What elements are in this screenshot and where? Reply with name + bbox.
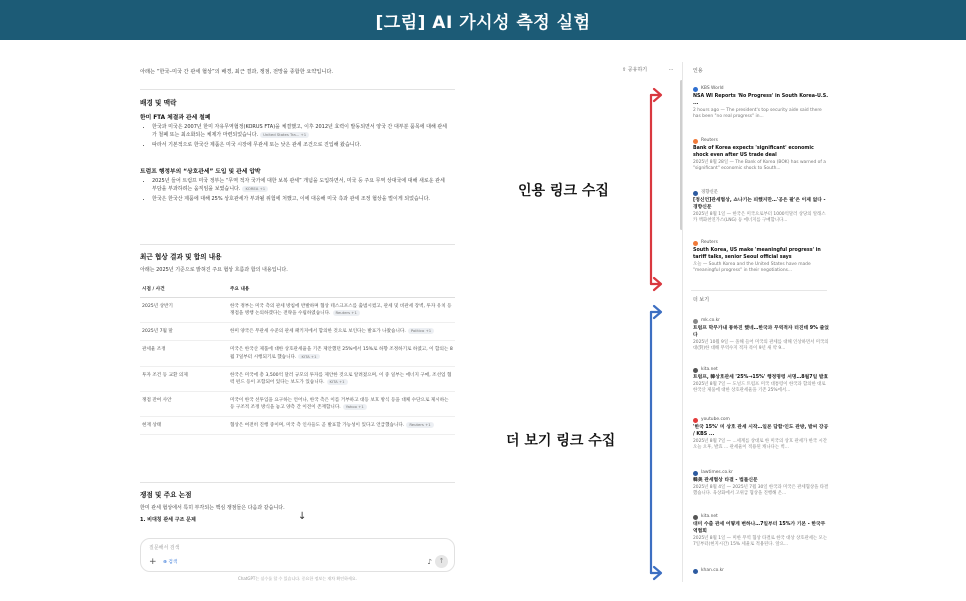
more-link-card[interactable]: lawtimes.co.kr 韓美 관세협상 타결 - 법률신문 2025년 8월 4일 — 2025년 7월 30일 한국과 미국은 관세협상을 타결했습니다. 육상화에서 고위급 협상을 진행해 온...: [693, 470, 829, 497]
subheading-tariff-pressure: 트럼프 행정부의 “상호관세” 도입 및 관세 압박: [140, 169, 261, 175]
divider: [140, 89, 455, 90]
arrow-right-icon: [651, 567, 661, 579]
table-cell: 미국은 한국산 제품에 대한 상호관세율을 기존 제안했던 25%에서 15%로 하향 조정하기로 하였고, 이 합의는 8월 7일부터 시행되기로 했습니다. KITA +1: [228, 341, 455, 366]
source-favicon-icon: [693, 191, 698, 196]
table-cell: 미국이 한국 선투입을 요구하는 언어나, 한국 측은 이를 거부하고 대등 보호 방식 등을 대체 수단으로 제시하는 등 구조적 조정 방식을 놓고 양측 간 이견이 존재합니다. Yahoo +1: [228, 391, 455, 416]
divider: [691, 290, 827, 291]
source-favicon-icon: [693, 319, 698, 324]
source-pill[interactable]: Politico +1: [408, 328, 434, 334]
table-header-row: [140, 284, 455, 298]
share-button[interactable]: ⇪ 공유하기: [622, 67, 648, 73]
table-cell: 한국은 미국에 총 3,500억 달러 규모의 투자를 제안한 것으로 알려졌으며, 이 중 일부는 에너지 구매, 조선업 협력 펀드 등이 포함되어 있다는 보도가 있습니다. KITA +1: [228, 366, 455, 391]
conversation-toolbar: [622, 66, 683, 73]
negotiation-table: [140, 284, 455, 435]
search-toggle[interactable]: ⊕ 검색: [163, 560, 178, 565]
figure-title-banner: [0, 0, 966, 40]
table-cell: 현재 상태: [140, 417, 228, 435]
subheading-fta: 한미 FTA 체결과 관세 철폐: [140, 115, 211, 121]
more-links-bracket: [651, 306, 661, 579]
table-row: [140, 341, 455, 366]
scroll-down-icon[interactable]: ↓: [298, 511, 307, 522]
arrow-right-icon: [651, 89, 661, 101]
citation-bracket: [651, 89, 661, 290]
more-link-card[interactable]: kita.net 트럼프, 韓상호관세 '25%→15%' 행정명령 서명…8월7일 발효 2025년 8월 7일 — 도널드 트럼프 미국 대통령이 한국과 합의한 대로 한국산 제품에 대한 상호관세율을 기존 25%에서...: [693, 367, 829, 394]
table-row: [140, 417, 455, 435]
add-icon[interactable]: +: [149, 557, 157, 567]
more-links-label: 더 보기 링크 수집: [506, 433, 616, 449]
list-item: • 2025년 들어 트럼프 미국 정부는 “무역 적자 국가에 대한 보복 관세” 개념을 도입하면서, 미국 등 주요 무역 상대국에 대해 새로운 관세 부담을 부과하려는 움직임을 보였습니다. KOREA +1: [152, 178, 451, 194]
source-favicon-icon: [693, 368, 698, 373]
figure-title: [그림] AI 가시성 측정 실험: [375, 12, 591, 33]
citation-card[interactable]: Reuters Bank of Korea expects 'significant' economic shock even after US trade deal 2025년 8월 28일 — The Bank of Korea (BOK) has warned of a "significant" economic shock to South...: [693, 138, 826, 172]
divider: [140, 244, 455, 245]
source-favicon-icon: [693, 87, 698, 92]
arrow-right-icon: [651, 306, 661, 318]
source-favicon-icon: [693, 241, 698, 246]
list-item: • 한국은 한국산 제품에 대해 25% 상호관세가 부과될 위험에 처했고, 이에 대응해 미국 측과 관세 조정 협상을 벌이게 되었습니다.: [152, 196, 451, 204]
chat-response-panel: [140, 62, 455, 582]
source-pill[interactable]: KITA +1: [298, 354, 319, 360]
table-cell: 협상은 여전히 진행 중이며, 미국 측 인사들도 곧 발표할 가능성이 있다고 언급했습니다. Reuters +1: [228, 417, 455, 435]
citation-links-label: 인용 링크 수집: [518, 183, 609, 199]
response-intro: 아래는 “한국–미국 간 관세 협상”의 배경, 최근 결과, 쟁점, 전망을 종합한 요약입니다.: [140, 69, 334, 75]
section-heading-issues: 쟁점 및 주요 논점: [140, 491, 192, 499]
citations-sidebar: [682, 62, 832, 582]
table-cell: 쟁점 잔여 사안: [140, 391, 228, 416]
bullet-list-fta: [146, 124, 451, 151]
table-cell: 한국 정부는 미국 측의 관세 방침에 반발하며 협상 테스크포스를 출범시켰고, 관세 및 비관세 장벽, 투자 유치 등 쟁점을 병행 논의하겠다는 전략을 수립하였습니다. Reuters +1: [228, 298, 455, 323]
source-favicon-icon: [693, 471, 698, 476]
more-link-card[interactable]: kita.net 대미 수출 관세 어떻게 변하나…7일부터 15%가 기본 - 한국무역협회 2025년 8월 1일 — 미한 무역 협상 타결로 한국 대상 상호관세는 모는 7일부터(현지시간) 15% 세율로 적용된다. 앞으...: [693, 514, 828, 548]
list-item: • 따라서 기본적으로 한국산 제품은 미국 시장에 무관세 또는 낮은 관세 조건으로 진입해 왔습니다.: [152, 142, 451, 150]
more-link-card[interactable]: youtube.com '한국 15%' 미 상호 관세 시작…일본 담합·인도 관방, 발씨 강공 / KBS ... 2025년 8월 7일 — ...세계를 상대로 한 미국의 상호 관세가 한국 시간 오늘 오후, 발효 ... 관세율이 적용된 캐나다는 벽...: [693, 417, 829, 451]
disclaimer: ChatGPT는 실수를 할 수 있습니다. 중요한 정보는 재차 확인하세요.: [238, 576, 357, 581]
source-pill[interactable]: KOREA +1: [242, 186, 268, 192]
source-pill[interactable]: Reuters +1: [406, 422, 433, 428]
source-favicon-icon: [693, 139, 698, 144]
table-row: [140, 366, 455, 391]
bullet-list-tariff: [146, 178, 451, 205]
column-header: 주요 내용: [228, 284, 455, 298]
more-links-title: 더 보기: [693, 297, 710, 303]
table-cell: 한미 양국은 무관세 수준의 관세 패키지에서 합의한 것으로 보인다는 발표가 나왔습니다. Politico +1: [228, 323, 455, 341]
table-cell: 투자 조건 등 교환 의제: [140, 366, 228, 391]
citation-card[interactable]: KBS World NSA WI Reports 'No Progress' in South Korea-U.S. ... 2 hours ago — The president's top security aide said there has been "no real progress" in...: [693, 86, 829, 120]
divider: [140, 482, 455, 483]
section-heading-background: 배경 및 맥락: [140, 99, 177, 107]
table-row: [140, 298, 455, 323]
table-cell: 관세율 조정: [140, 341, 228, 366]
results-intro: 아래는 2025년 기준으로 밝혀진 주요 협상 흐름과 합의 내용입니다.: [140, 267, 288, 273]
source-favicon-icon: [693, 418, 698, 423]
source-pill[interactable]: KITA +1: [327, 379, 348, 385]
citation-card[interactable]: 경향신문 [정신언]관세협상, 쇼나기는 피했지만…'공은 팔'은 이제 없다 - 경향신문 2025년 8월 1일 — 한국은 미국으로부터 1000억달러 상당의 알래스카 액화천연가스(LNG) 등 에너지를 구매합니다...: [693, 190, 826, 224]
chat-composer[interactable]: [140, 538, 455, 572]
composer-input[interactable]: 질문해서 검색: [149, 545, 180, 551]
source-pill[interactable]: Yahoo +1: [343, 404, 367, 410]
issues-intro: 한미 관세 협상에서 특히 부각되는 핵심 쟁점들은 다음과 같습니다.: [140, 505, 285, 511]
table-cell: 2025년 7월 말: [140, 323, 228, 341]
source-pill[interactable]: Reuters +1: [333, 310, 360, 316]
table-row: [140, 323, 455, 341]
list-item: • 한국과 미국은 2007년 한미 자유무역협정(KORUS FTA)을 체결했고, 이후 2012년 효력이 발동되면서 양국 간 대부분 품목에 대해 관세가 철폐 또는 최소화되는 체제가 마련되었습니다. United States Tra... +1: [152, 124, 451, 140]
source-pill[interactable]: United States Tra... +1: [260, 132, 309, 138]
microphone-icon[interactable]: ♪: [427, 558, 432, 566]
citations-title: 인용: [693, 68, 703, 74]
more-options-icon[interactable]: ···: [668, 67, 674, 73]
more-link-card[interactable]: mk.co.kr 트럼프 막무가내 통하진 했네…한국과 무역적자 터진데 9% 줄었다 2025년 10월 9일 — 올해 들어 미국의 관세를 대해 인상하면서 미국의 대(對)한 대해 무역수지 적자 폭이 9년 새 약 9...: [693, 318, 829, 352]
source-favicon-icon: [693, 515, 698, 520]
arrow-right-icon: [651, 278, 661, 290]
issue-item-1: 1. 비대칭 관세 구조 문제: [140, 517, 196, 523]
section-heading-results: 최근 협상 결과 및 합의 내용: [140, 253, 222, 261]
citation-card[interactable]: Reuters South Korea, US make 'meaningful progress' in tariff talks, senior Seoul official says 오늘 — South Korea and the United States have made "meaningful progress" in their negotiations...: [693, 240, 821, 274]
send-button[interactable]: ↑: [435, 555, 448, 568]
column-header: 시점 / 사건: [140, 284, 228, 298]
source-favicon-icon: [693, 569, 698, 574]
table-cell: 2025년 상반기: [140, 298, 228, 323]
more-link-card[interactable]: khan.co.kr: [693, 568, 829, 575]
table-row: [140, 391, 455, 416]
